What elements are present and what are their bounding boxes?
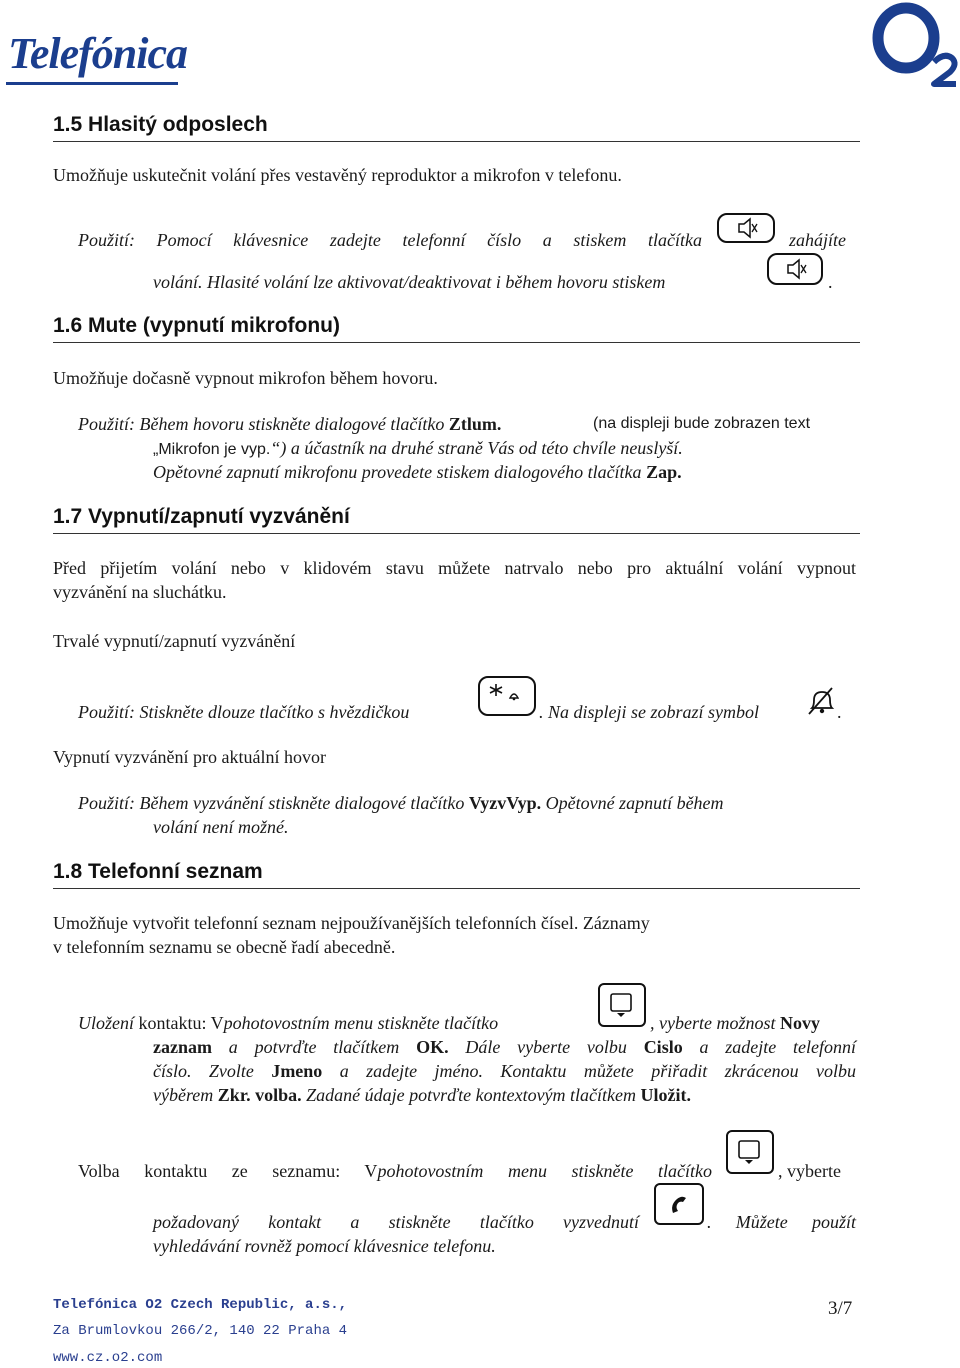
s17-current-1 [78,791,724,815]
s18-save-line3 [153,1059,856,1083]
s18-save4-c: Zadané údaje potvrďte kontextovým tlačítkem [306,1085,637,1105]
s18-save-line1 [78,1011,498,1035]
menu-key-icon [598,983,646,1027]
s18-save-b: pohotovostním menu stiskněte tlačítko [223,1013,499,1033]
s18-save3-c: a zadejte jméno. Kontaktu můžete přiřadit zkrácenou volbu [339,1061,856,1081]
s18-save-a: kontaktu: V [138,1013,224,1033]
heading-1-6: 1.6 Mute (vypnutí mikrofonu) [53,314,341,337]
s18-pick2-b: . Můžete použít [707,1212,856,1232]
heading-rule [53,888,860,889]
s15-usage-c: volání. Hlasité volání lze aktivovat/deaktivovat i během hovoru stiskem [153,272,666,292]
s18-save-c: , vyberte možnost [650,1013,776,1033]
s18-save4-a: výběrem [153,1085,214,1105]
s16-line1-a: Použití: Během hovoru stiskněte dialogové tlačítko [78,414,445,434]
menu-key-icon [726,1130,774,1174]
s17-intro-2: vyzvánění na sluchátku. [53,582,227,602]
s16-line2-b: “) a účastník na druhé straně Vás od této chvíle neuslyší. [270,438,683,458]
star-key-icon [478,676,536,716]
s17-current-1-c: Opětovné zapnutí během [545,793,724,813]
heading-rule [53,141,860,142]
s16-line2-a: „Mikrofon je vyp. [153,441,271,458]
s18-save2-d: Dále vyberte volbu [465,1037,627,1057]
footer-company: Telefónica O2 Czech Republic, a.s., [53,1297,348,1313]
s18-save3-a: číslo. Zvolte [153,1061,254,1081]
s17-permanent-c: . [837,702,842,722]
s15-usage-a: Použití: Pomocí klávesnice zadejte telefonní číslo a stiskem tlačítka [78,230,702,250]
s18-pick-c: , vyberte [778,1161,841,1181]
s18-save4-b: Zkr. volba. [217,1085,302,1105]
page-number: 3/7 [828,1298,853,1319]
s16-line3-b: Zap. [646,462,682,482]
s18-pick-b: pohotovostním menu stiskněte tlačítko [377,1161,712,1181]
s18-save2-e: Cislo [643,1037,683,1057]
s16-line3-a: Opětovné zapnutí mikrofonu provedete stiskem dialogového tlačítka [153,462,642,482]
s16-intro: Umožňuje dočasně vypnout mikrofon během hovoru. [53,368,438,388]
s15-usage-d: . [828,272,833,292]
heading-rule [53,342,860,343]
s16-line1-c: (na displeji bude zobrazen text [593,415,811,432]
s16-line1-b: Ztlum. [448,414,502,434]
s17-intro-1: Před přijetím volání nebo v klidovém stavu můžete natrvalo nebo pro aktuální volání vypnout [53,558,856,578]
s18-save-line2 [153,1035,856,1059]
heading-1-5: 1.5 Hlasitý odposlech [53,113,268,136]
s18-save-d: Novy [779,1013,820,1033]
s18-intro-2: v telefonním seznamu se obecně řadí abecedně. [53,937,396,957]
s15-intro: Umožňuje uskutečnit volání přes vestavěný reproduktor a mikrofon v telefonu. [53,165,622,185]
heading-1-7: 1.7 Vypnutí/zapnutí vyzvánění [53,505,350,528]
logo-underline [6,82,178,85]
s18-save2-b: a potvrďte tlačítkem [228,1037,400,1057]
s15-usage-b: zahájíte [789,230,846,250]
s18-save3-b: Jmeno [271,1061,323,1081]
s18-save2-c: OK. [416,1037,449,1057]
ringer-off-icon [804,684,836,718]
s17-permanent-a: Použití: Stiskněte dlouze tlačítko s hvězdičkou [78,702,410,722]
call-key-icon [654,1183,704,1225]
s18-intro-1: Umožňuje vytvořit telefonní seznam nejpoužívanějších telefonních čísel. Záznamy [53,913,650,933]
s18-save2-f: a zadejte telefonní [699,1037,857,1057]
s18-pick-a: Volba kontaktu ze seznamu: V [78,1161,378,1181]
heading-rule [53,533,860,534]
s17-permanent-b: . Na displeji se zobrazí symbol [539,702,760,722]
footer-address: Za Brumlovkou 266/2, 140 22 Praha 4 [53,1323,348,1339]
s17-current-1-a: Použití: Během vyzvánění stiskněte dialogové tlačítko [78,793,465,813]
s17-current-title: Vypnutí vyzvánění pro aktuální hovor [53,747,326,767]
s18-pick2-a: požadovaný kontakt a stiskněte tlačítko vyzvednutí [153,1212,639,1232]
s18-save-line1-end [650,1011,820,1035]
s16-line3 [153,460,682,484]
s16-line1 [78,412,501,436]
s18-save-line4 [153,1083,691,1107]
s17-permanent-title: Trvalé vypnutí/zapnutí vyzvánění [53,631,296,651]
s18-pick-line1 [78,1159,712,1183]
telefonica-logo: Telefónica [8,29,187,78]
speaker-key-icon [717,213,775,243]
s18-save2-a: zaznam [153,1037,212,1057]
footer-web[interactable]: www.cz.o2.com [53,1350,163,1366]
s18-save-label: Uložení [78,1013,134,1033]
speaker-key-icon [767,253,823,285]
s17-current-2: volání není možné. [153,817,289,837]
s16-line2 [153,436,683,462]
s18-save4-d: Uložit. [640,1085,692,1105]
s17-current-1-b: VyzvVyp. [468,793,542,813]
o2-logo [872,0,960,90]
s18-pick3: vyhledávání rovněž pomocí klávesnice telefonu. [153,1236,496,1256]
heading-1-8: 1.8 Telefonní seznam [53,860,263,883]
